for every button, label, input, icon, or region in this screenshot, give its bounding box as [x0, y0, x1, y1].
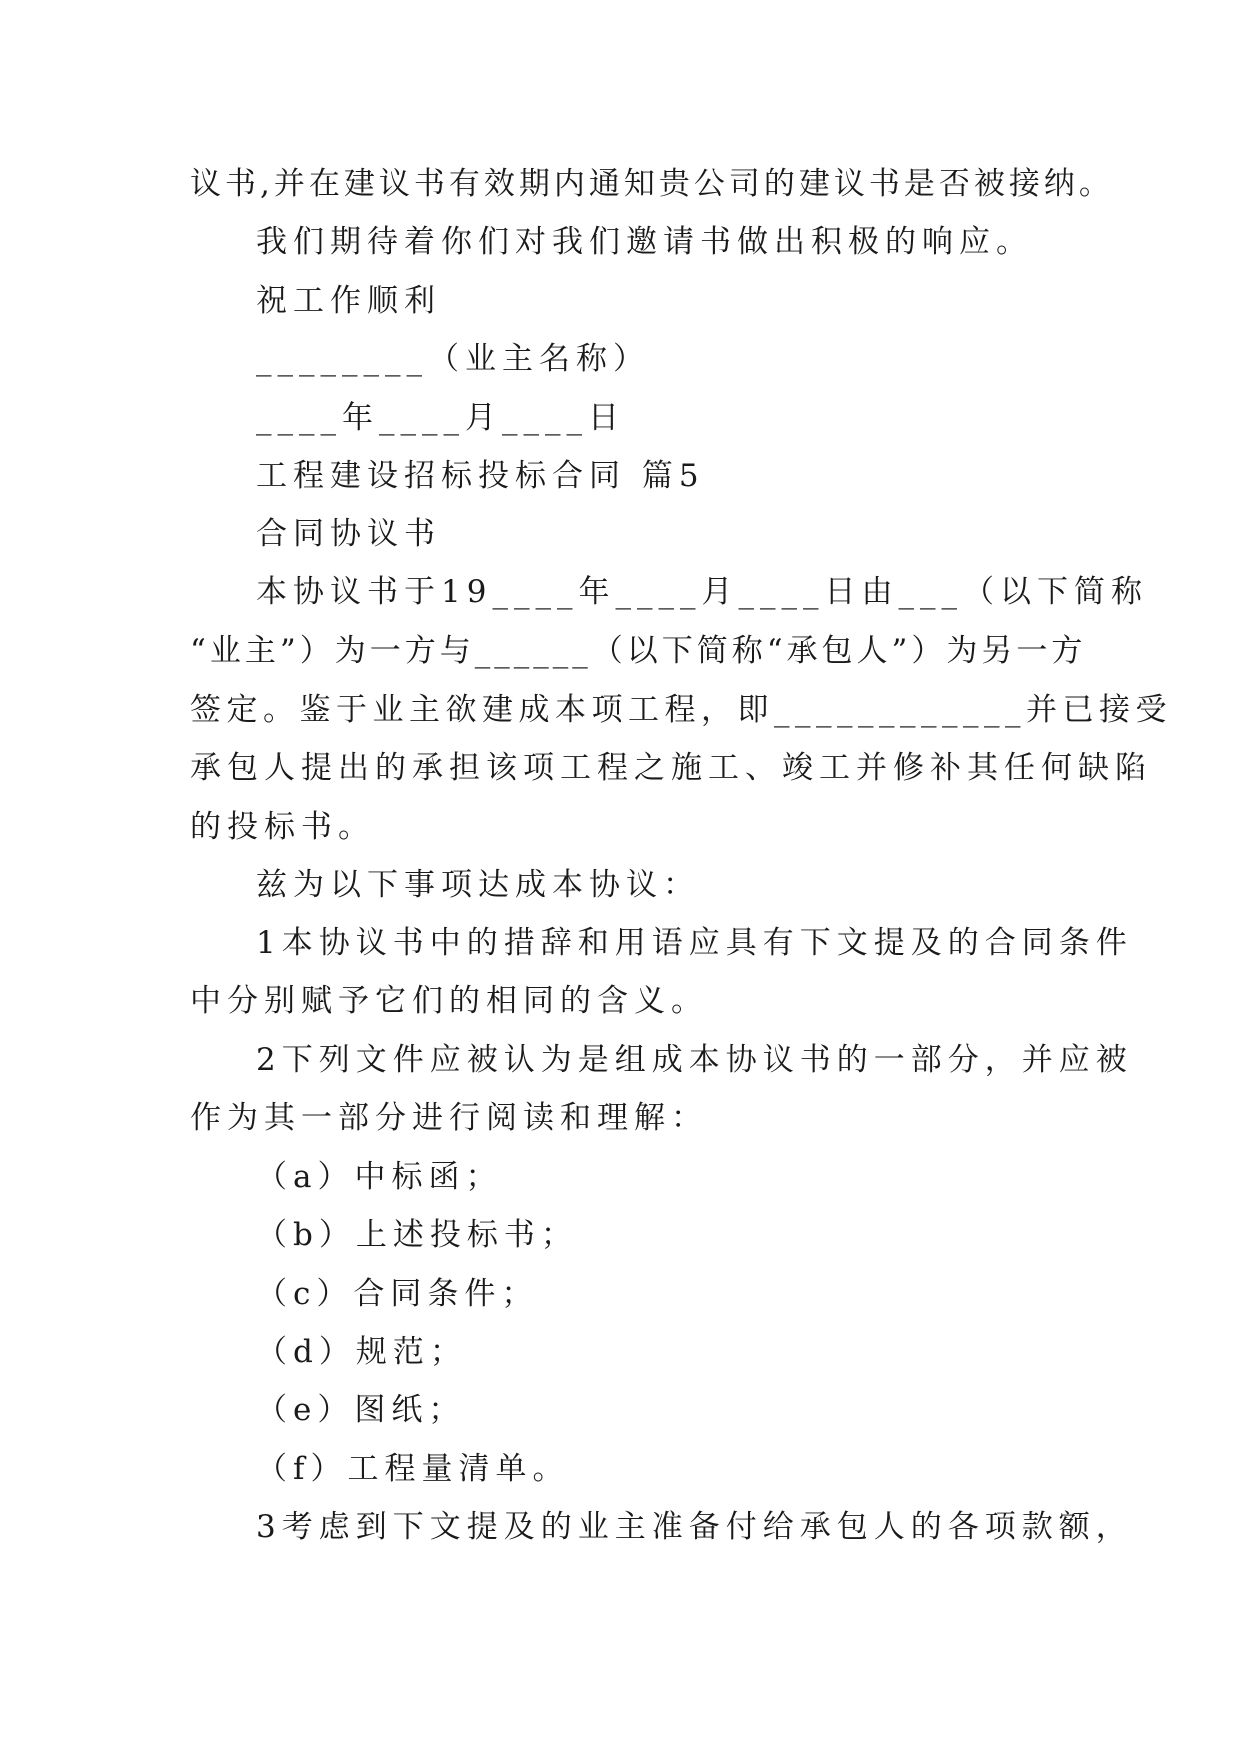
text-line-24: 3考虑到下文提及的业主准备付给承包人的各项款额， [256, 1509, 1133, 1545]
list-item-f: （f）工程量清单。 [256, 1451, 570, 1487]
list-item-d: （d）规范； [256, 1334, 467, 1370]
list-item-c: （c）合同条件； [256, 1276, 539, 1312]
text-line-9: “业主”）为一方与______（以下简称“承包人”）为另一方 [190, 633, 1087, 669]
text-line-3: 祝工作顺利 [256, 283, 441, 319]
text-line-10: 签定。鉴于业主欲建成本项工程，即____________并已接受 [190, 692, 1172, 728]
text-line-1: 议书,并在建议书有效期内通知贵公司的建议书是否被接纳。 [190, 166, 1114, 202]
list-item-a: （a）中标函； [256, 1159, 503, 1195]
text-line-5: ____年____月____日 [256, 400, 625, 436]
section-heading: 工程建设招标投标合同 篇5 [256, 458, 705, 494]
text-line-16: 2下列文件应被认为是组成本协议书的一部分，并应被 [256, 1042, 1133, 1078]
text-line-17: 作为其一部分进行阅读和理解： [190, 1100, 708, 1136]
list-item-e: （e）图纸； [256, 1392, 466, 1428]
text-line-13: 兹为以下事项达成本协议： [256, 867, 700, 903]
text-line-2: 我们期待着你们对我们邀请书做出积极的响应。 [256, 224, 1033, 260]
text-line-8: 本协议书于19____年____月____日由___（以下简称 [256, 574, 1148, 610]
text-line-4: ________（业主名称） [256, 341, 650, 377]
text-line-15: 中分别赋予它们的相同的含义。 [190, 983, 708, 1019]
list-item-b: （b）上述投标书； [256, 1217, 578, 1253]
text-line-14: 1本协议书中的措辞和用语应具有下文提及的合同条件 [256, 925, 1133, 961]
text-line-12: 的投标书。 [190, 809, 375, 845]
section-subheading: 合同协议书 [256, 516, 441, 552]
text-line-11: 承包人提出的承担该项工程之施工、竣工并修补其任何缺陷 [190, 750, 1152, 786]
